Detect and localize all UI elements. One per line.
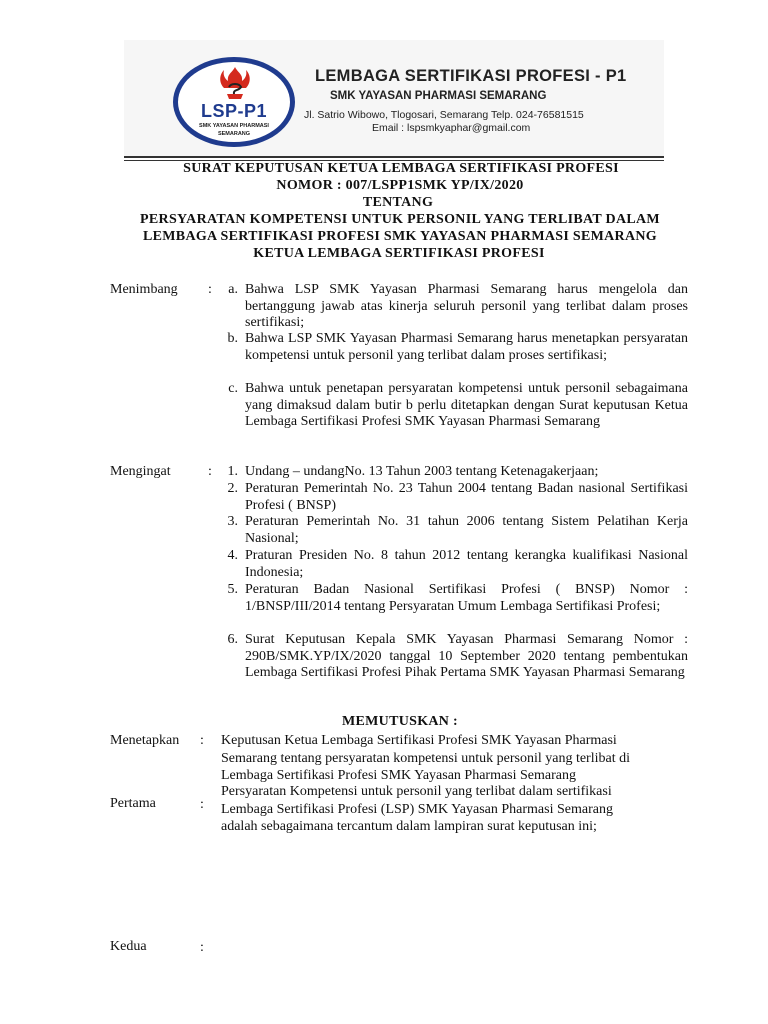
logo-inner-circle (178, 62, 290, 142)
decree-issuer: KETUA LEMBAGA SERTIFIKASI PROFESI (253, 246, 545, 261)
org-name: LEMBAGA SERTIFIKASI PROFESI - P1 (315, 67, 627, 85)
kedua-colon: : (200, 940, 204, 955)
mengingat-item-4: Praturan Presiden No. 8 tahun 2012 tentang kerangka kualifikasi Nasional Indonesia; (245, 548, 688, 580)
mengingat-marker-5: 5. (227, 582, 238, 597)
mengingat-colon: : (208, 464, 212, 479)
decree-tentang: TENTANG (362, 195, 434, 210)
pertama-line-1: Persyaratan Kompetensi untuk personil yang terlibat dalam sertifikasi (221, 784, 612, 799)
header-rule-thick (124, 156, 664, 158)
memutuskan-heading: MEMUTUSKAN : (342, 714, 458, 729)
mengingat-item-1: Undang – undangNo. 13 Tahun 2003 tentang Ketenagakerjaan; (245, 464, 599, 479)
decree-title: SURAT KEPUTUSAN KETUA LEMBAGA SERTIFIKASI PROFESI (183, 161, 619, 176)
menimbang-colon: : (208, 282, 212, 297)
flame-snake-emblem-icon (215, 65, 255, 101)
pertama-colon: : (200, 797, 204, 812)
mengingat-item-5: Peraturan Badan Nasional Sertifikasi Profesi ( BNSP) Nomor : 1/BNSP/III/2014 tentang Persyaratan Umum Lembaga Sertifikasi Profesi; (245, 582, 688, 614)
logo-subtitle (178, 122, 290, 138)
decree-subject-line1: PERSYARATAN KOMPETENSI UNTUK PERSONIL YANG TERLIBAT DALAM (140, 212, 660, 227)
pertama-line-2: Lembaga Sertifikasi Profesi (LSP) SMK Yayasan Pharmasi Semarang (221, 801, 613, 817)
menimbang-item-a: Bahwa LSP SMK Yayasan Pharmasi Semarang harus mengelola dan bertanggung jawab atas kinerja seluruh personil yang terlibat dalam proses sertifikasi; (245, 282, 688, 330)
decree-subject-line2: LEMBAGA SERTIFIKASI PROFESI SMK YAYASAN PHARMASI SEMARANG (143, 229, 657, 244)
menetapkan-line-3: Lembaga Sertifikasi Profesi SMK Yayasan Pharmasi Semarang (221, 768, 576, 783)
org-school: SMK YAYASAN PHARMASI SEMARANG (330, 90, 547, 102)
pertama-label: Pertama (110, 796, 156, 811)
menimbang-item-c: Bahwa untuk penetapan persyaratan kompetensi untuk personil sebagaimana yang dimaksud dalam butir b perlu ditetapkan dengan Surat keputusan Ketua Lembaga Sertifikasi Profesi SMK Yayasan Pharmasi Semarang (245, 381, 688, 429)
mengingat-marker-3: 3. (227, 514, 238, 529)
mengingat-item-3: Peraturan Pemerintah No. 31 tahun 2006 tentang Sistem Pelatihan Kerja Nasional; (245, 514, 688, 546)
menimbang-marker-b: b. (227, 331, 238, 346)
menetapkan-line-2: Semarang tentang persyaratan kompetensi untuk personil yang terlibat di (221, 750, 630, 766)
mengingat-marker-2: 2. (227, 481, 238, 496)
menetapkan-text (221, 732, 630, 785)
org-email: Email : lspsmkyaphar@gmail.com (372, 122, 531, 134)
mengingat-item-2: Peraturan Pemerintah No. 23 Tahun 2004 tentang Badan nasional Sertifikasi Profesi ( BNSP) (245, 481, 688, 513)
decree-number: NOMOR : 007/LSPP1SMK YP/IX/2020 (276, 178, 524, 193)
pertama-line-3: adalah sebagaimana tercantum dalam lampiran surat keputusan ini; (221, 819, 597, 834)
logo-subtitle-line1: SMK YAYASAN PHARMASI (199, 123, 269, 129)
menetapkan-label: Menetapkan (110, 733, 180, 748)
pertama-text (221, 783, 613, 836)
menetapkan-colon: : (200, 733, 204, 748)
menimbang-label: Menimbang (110, 282, 178, 297)
mengingat-marker-6: 6. (227, 632, 238, 647)
mengingat-label: Mengingat (110, 464, 171, 479)
mengingat-marker-4: 4. (227, 548, 238, 563)
menimbang-marker-a: a. (228, 282, 238, 297)
menimbang-item-b: Bahwa LSP SMK Yayasan Pharmasi Semarang harus menetapkan persyaratan kompetensi untuk personil yang terlibat dalam proses sertifikasi; (245, 331, 688, 363)
logo-subtitle-line2: SEMARANG (217, 131, 251, 137)
org-address: Jl. Satrio Wibowo, Tlogosari, Semarang Telp. 024-76581515 (304, 109, 584, 121)
mengingat-item-6: Surat Keputusan Kepala SMK Yayasan Pharmasi Semarang Nomor : 290B/SMK.YP/IX/2020 tanggal 10 September 2020 tentang pembentukan Lembaga Sertifikasi Profesi Pihak Pertama SMK Yayasan Pharmasi Semarang (245, 632, 688, 680)
menimbang-marker-c: c. (228, 381, 238, 396)
kedua-label: Kedua (110, 939, 147, 954)
mengingat-marker-1: 1. (227, 464, 238, 479)
lsp-logo (173, 57, 295, 147)
menetapkan-line-1: Keputusan Ketua Lembaga Sertifikasi Profesi SMK Yayasan Pharmasi (221, 733, 617, 748)
logo-text: LSP-P1 (200, 101, 268, 121)
